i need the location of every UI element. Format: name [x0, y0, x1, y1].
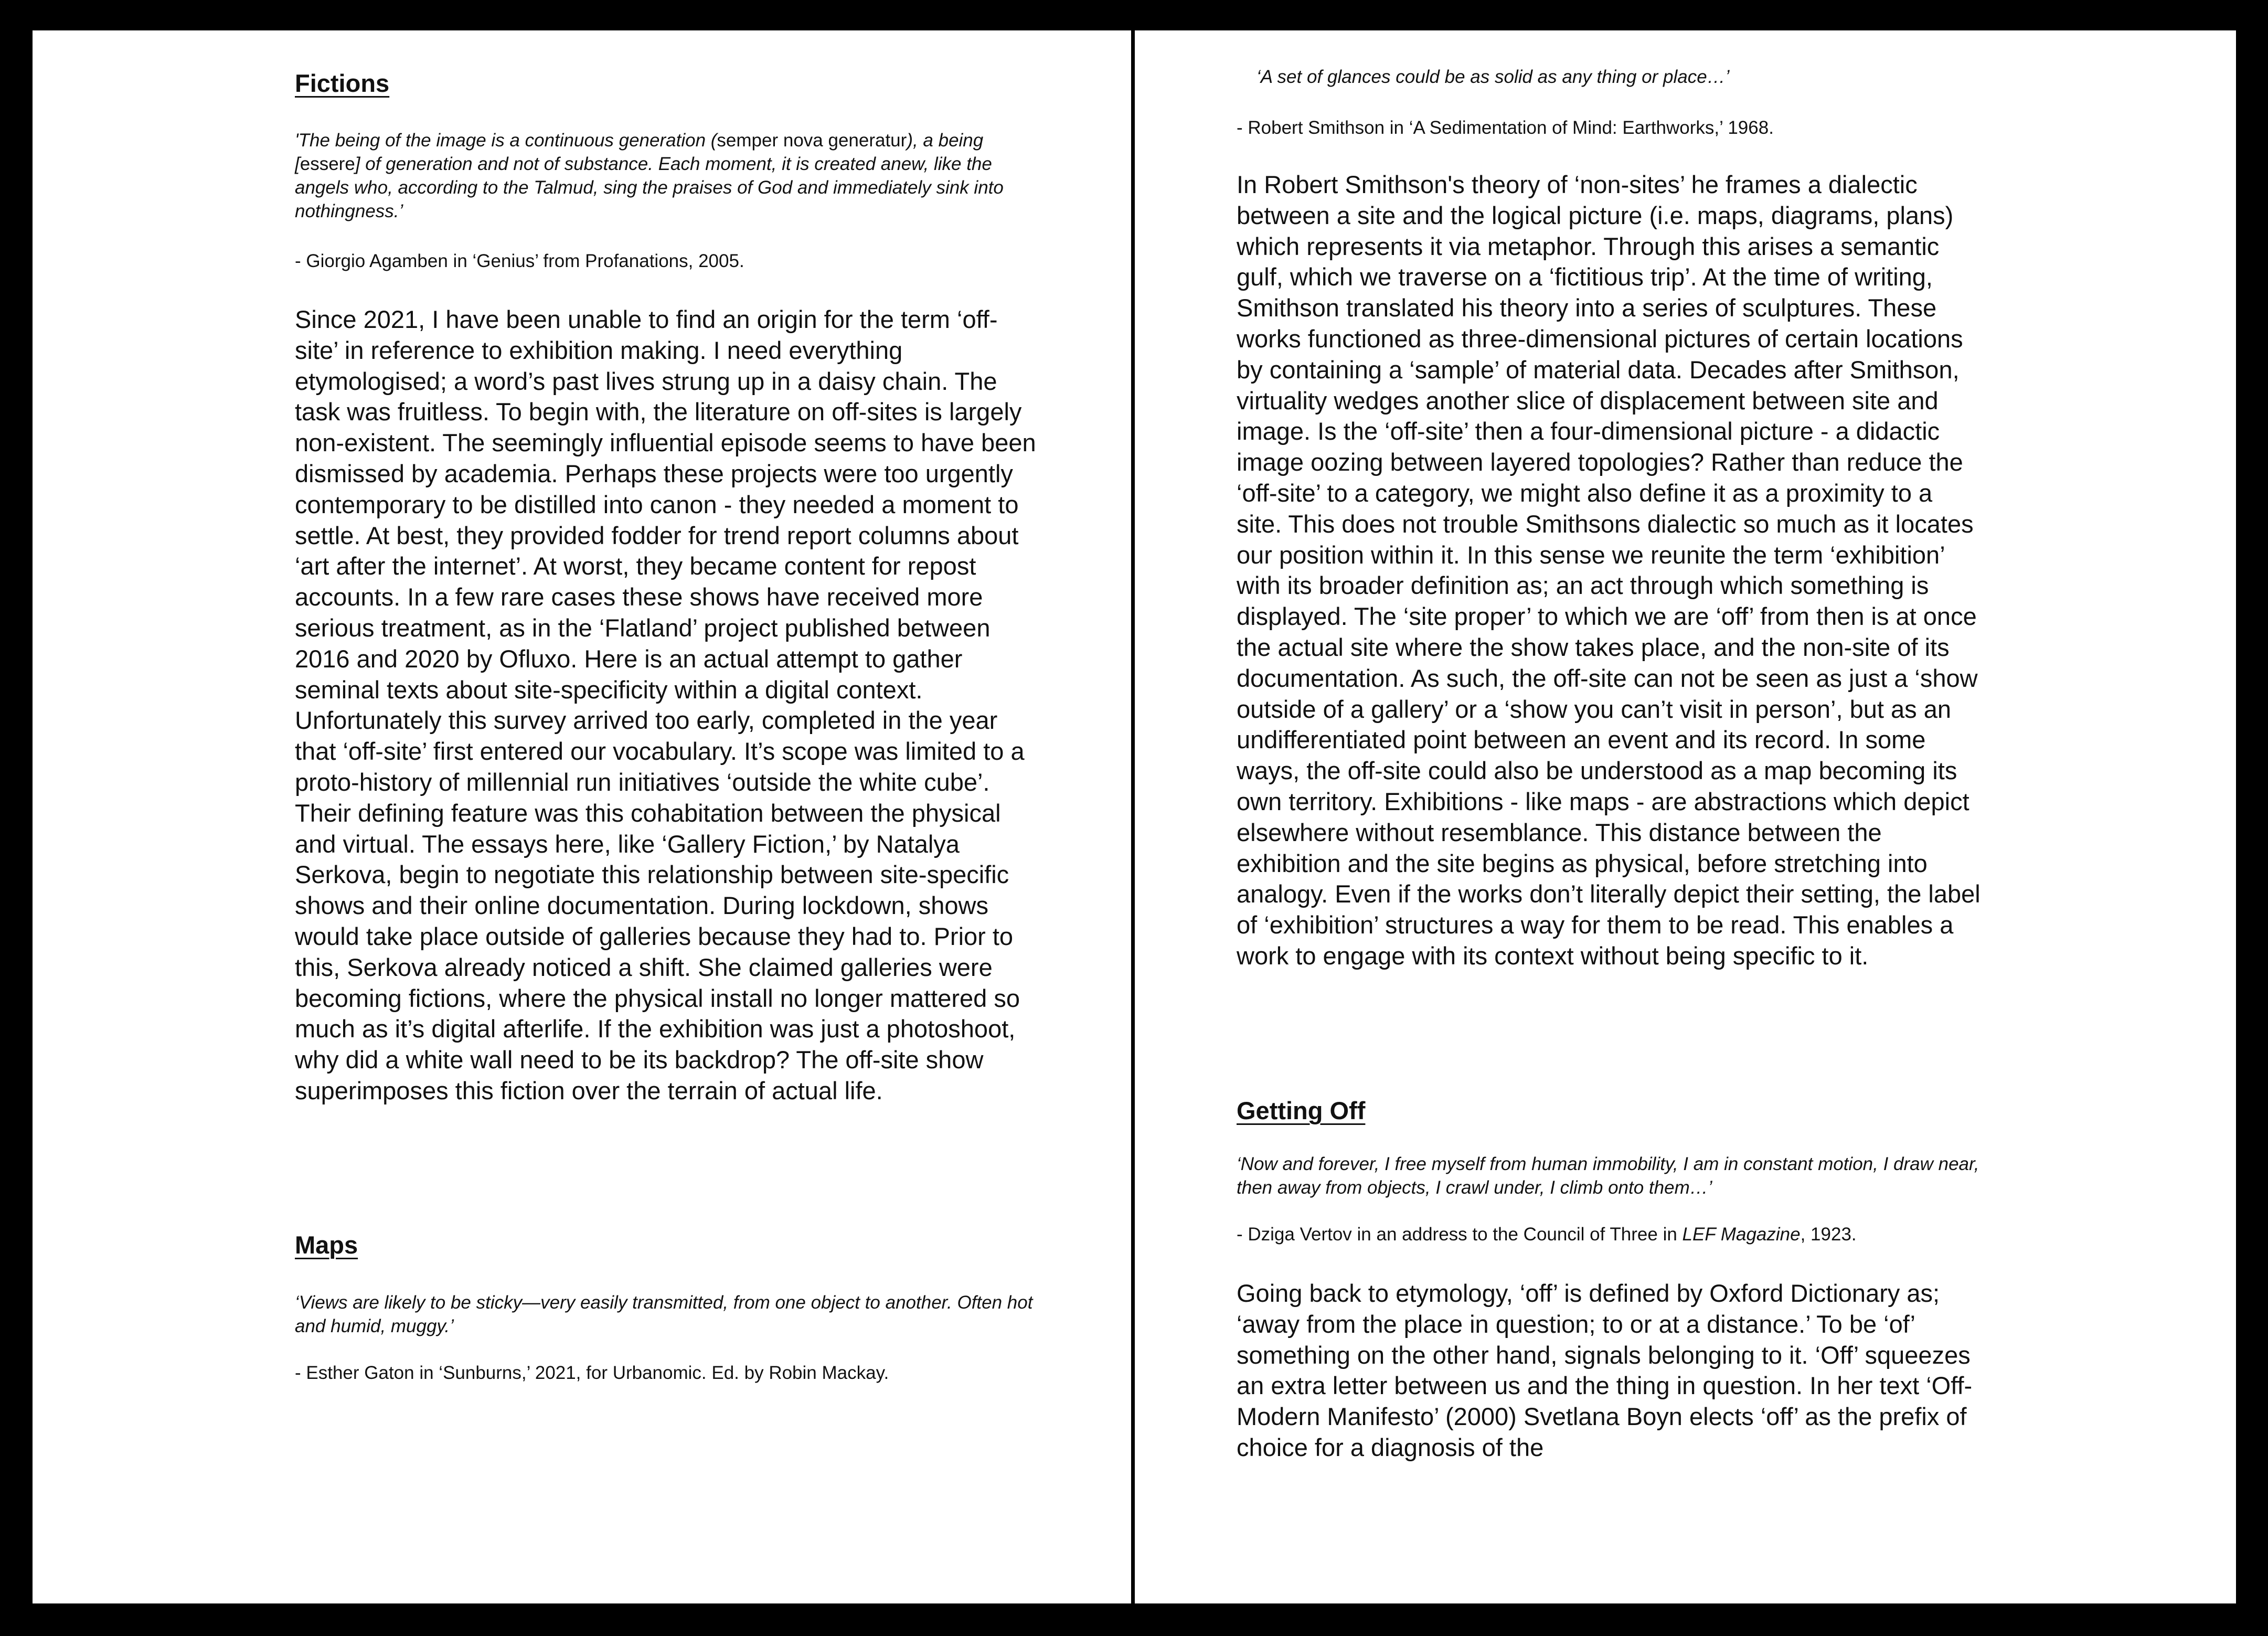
- vertov-attribution: [1237, 1223, 1982, 1246]
- maps-body: In Robert Smithson's theory of ‘non-sites’ he frames a dialectic between a site and the logical picture (i.e. maps, diagrams, plans) which represents it via metaphor. Through this arises a semantic gulf, which we traverse on a ‘fictitious trip’. At the time of writing, Smithson translated his theory into a series of sculptures. These works functioned as three-dimensional pictures of certain locations by containing a ‘sample’ of material data. Decades after Smithson, virtuality wedges another slice of displacement between site and image. Is the ‘off-site’ then a four-dimensional picture - a didactic image oozing between layered topologies? Rather than reduce the ‘off-site’ to a category, we might also define it as a proximity to a site. This does not trouble Smithsons dialectic so much as it locates our position within it. In this sense we reunite the term ‘exhibition’ with its broader definition as; an act through which something is displayed. The ‘site proper’ to which we are ‘off’ from then is at once the actual site where the show takes place, and the non-site of its documentation. As such, the off-site can not be seen as just a ‘show outside of a gallery’ or a ‘show you can’t visit in person’, but as an undifferentiated point between an event and its record. In some ways, the off-site could also be understood as a map becoming its own territory. Exhibitions - like maps - are abstractions which depict elsewhere without resemblance. This distance between the exhibition and the site begins as physical, before stretching into analogy. Even if the works don’t literally depict their setting, the label of ‘exhibition’ structures a way for them to be read. This enables a work to engage with its context without being specific to it.: [1237, 171, 1980, 970]
- getting-off-body: Going back to etymology, ‘off’ is defined by Oxford Dictionary as; ‘away from the place in question; to or at a distance.’ To be ‘of’ something on the other hand, signals belonging to it. ‘Off’ squeezes an extra letter between us and the thing in question. In her text ‘Off-Modern Manifesto’ (2000) Svetlana Boyn elects ‘off’ as the prefix of choice for a diagnosis of the: [1237, 1279, 1973, 1461]
- agamben-epigraph-latin: semper nova generatur: [717, 130, 907, 151]
- agamben-epigraph-text-3: ] of generation and not of substance. Each moment, it is created anew, like the angels who, according to the Talmud, sing the praises of God and immediately sink into nothingness.’: [295, 154, 1004, 221]
- book-spine: [1131, 30, 1135, 1603]
- left-page: [33, 30, 1131, 1603]
- getting-off-heading: Getting Off: [1237, 1097, 1366, 1124]
- agamben-attribution: - Giorgio Agamben in ‘Genius’ from Profanations, 2005.: [295, 251, 744, 271]
- vertov-attribution-text-1: - Dziga Vertov in an address to the Council of Three in: [1237, 1224, 1683, 1245]
- agamben-epigraph-text-1: 'The being of the image is a continuous generation (: [295, 130, 717, 151]
- agamben-epigraph-essere: essere: [300, 154, 355, 174]
- agamben-epigraph: [295, 129, 1040, 223]
- agamben-epigraph-text-2: ), a being [: [295, 130, 984, 174]
- vertov-epigraph: ‘Now and forever, I free myself from human immobility, I am in constant motion, I draw near, then away from objects, I crawl under, I climb onto them…’: [1237, 1154, 1979, 1198]
- gaton-epigraph: ‘Views are likely to be sticky—very easily transmitted, from one object to another. Often hot and humid, muggy.’: [295, 1292, 1033, 1336]
- vertov-attribution-text-2: , 1923.: [1800, 1224, 1857, 1245]
- smithson-attribution: - Robert Smithson in ‘A Sedimentation of Mind: Earthworks,’ 1968.: [1237, 118, 1774, 138]
- fictions-body: Since 2021, I have been unable to find an origin for the term ‘off-site’ in reference to exhibition making. I need everything etymologised; a word’s past lives strung up in a daisy chain. The task was fruitless. To begin with, the literature on off-sites is largely non-existent. The seemingly influential episode seems to have been dismissed by academia. Perhaps these projects were too urgently contemporary to be distilled into canon - they needed a moment to settle. At best, they provided fodder for trend report columns about ‘art after the internet’. At worst, they became content for repost accounts. In a few rare cases these shows have received more serious treatment, as in the ‘Flatland’ project published between 2016 and 2020 by Ofluxo. Here is an actual attempt to gather seminal texts about site-specificity within a digital context. Unfortunately this survey arrived too early, completed in the year that ‘off-site’ first entered our vocabulary. It’s scope was limited to a proto-history of millennial run initiatives ‘outside the white cube’. Their defining feature was this cohabitation between the physical and virtual. The essays here, like ‘Gallery Fiction,’ by Natalya Serkova, begin to negotiate this relationship between site-specific shows and their online documentation. During lockdown, shows would take place outside of galleries because they had to. Prior to this, Serkova already noticed a shift. She claimed galleries were becoming fictions, where the physical install no longer mattered so much as it’s digital afterlife. If the exhibition was just a photoshoot, why did a white wall need to be its backdrop? The off-site show superimposes this fiction over the terrain of actual life.: [295, 305, 1036, 1104]
- right-page: [1135, 30, 2236, 1603]
- maps-heading: Maps: [295, 1231, 358, 1259]
- smithson-epigraph: ‘A set of glances could be as solid as any thing or place…’: [1257, 67, 1730, 87]
- gaton-attribution: - Esther Gaton in ‘Sunburns,’ 2021, for Urbanomic. Ed. by Robin Mackay.: [295, 1363, 889, 1383]
- fictions-heading: Fictions: [295, 69, 390, 97]
- vertov-attribution-magazine: LEF Magazine: [1682, 1224, 1801, 1245]
